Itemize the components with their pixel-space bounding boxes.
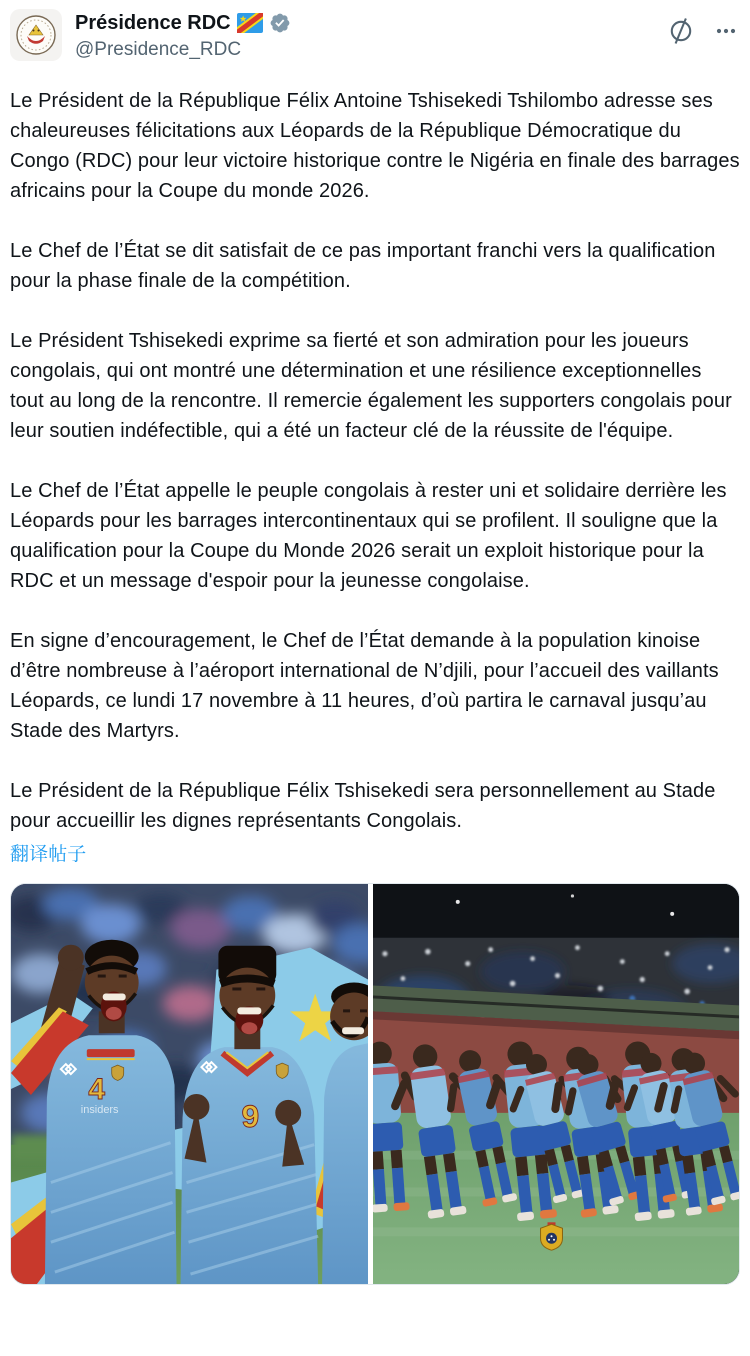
more-options-button[interactable] (712, 17, 740, 45)
photo-left-players-flag[interactable] (11, 884, 368, 1284)
jersey-sponsor: insiders (80, 1103, 119, 1116)
media-grid (10, 883, 740, 1285)
photo-left-illustration (11, 884, 368, 1284)
grok-button[interactable] (666, 16, 696, 46)
display-name[interactable]: Présidence RDC (75, 12, 231, 34)
presidence-rdc-seal-icon (14, 13, 58, 57)
paragraph: Le Président Tshisekedi exprime sa fierté et son admiration pour les joueurs congolais, qui ont montré une détermination et une résilience exceptionnelles tout au long de la rencontre. Il remercie également les supporters congolais pour leur soutien indéfectible, qui a été un facteur clé de la réussite de l'équipe. (10, 330, 732, 442)
tweet-text (10, 86, 740, 869)
paragraph: Le Chef de l’État appelle le peuple congolais à rester uni et solidaire derrière les Léopards pour les barrages intercontinentaux qui se profilent. Il souligne que la qualification pour la Coupe du Monde 2026 serait un exploit historique pour la RDC et un message d'espoir pour la jeunesse congolaise. (10, 480, 727, 592)
paragraph: En signe d’encouragement, le Chef de l’État demande à la population kinoise d’être nombreuse à l’aéroport international de N’djili, pour l’accueil des vaillants Léopards, ce lundi 17 novembre à 11 heures, d’où partira le carnaval jusqu’au Stade des Martyrs. (10, 630, 719, 742)
photo-right-illustration (373, 884, 739, 1284)
paragraph: Le Président de la République Félix Tshisekedi sera personnellement au Stade pour accueillir les dignes représentants Congolais. (10, 780, 716, 832)
verified-badge-icon (269, 12, 291, 34)
drc-flag-icon (237, 13, 263, 33)
jersey-number: 9 (241, 1097, 260, 1134)
handle[interactable]: @Presidence_RDC (75, 39, 242, 60)
translate-post-link[interactable]: 翻译帖子 (10, 844, 87, 865)
more-ellipsis-icon (714, 19, 738, 43)
photo-right-team-running[interactable] (373, 884, 739, 1284)
jersey-number: 4 (88, 1072, 106, 1106)
avatar[interactable] (10, 9, 62, 61)
header-actions (666, 9, 740, 46)
paragraph: Le Président de la République Félix Antoine Tshisekedi Tshilombo adresse ses chaleureuses félicitations aux Léopards de la République Démocratique du Congo (RDC) pour leur victoire historique contre le Nigéria en finale des barrages africains pour la Coupe du monde 2026. (10, 90, 740, 202)
paragraph: Le Chef de l’État se dit satisfait de ce pas important franchi vers la qualification pour la phase finale de la compétition. (10, 240, 716, 292)
grok-slashed-circle-icon (668, 18, 694, 44)
name-row (75, 9, 666, 37)
author-block (75, 9, 666, 62)
tweet-header (10, 0, 740, 62)
